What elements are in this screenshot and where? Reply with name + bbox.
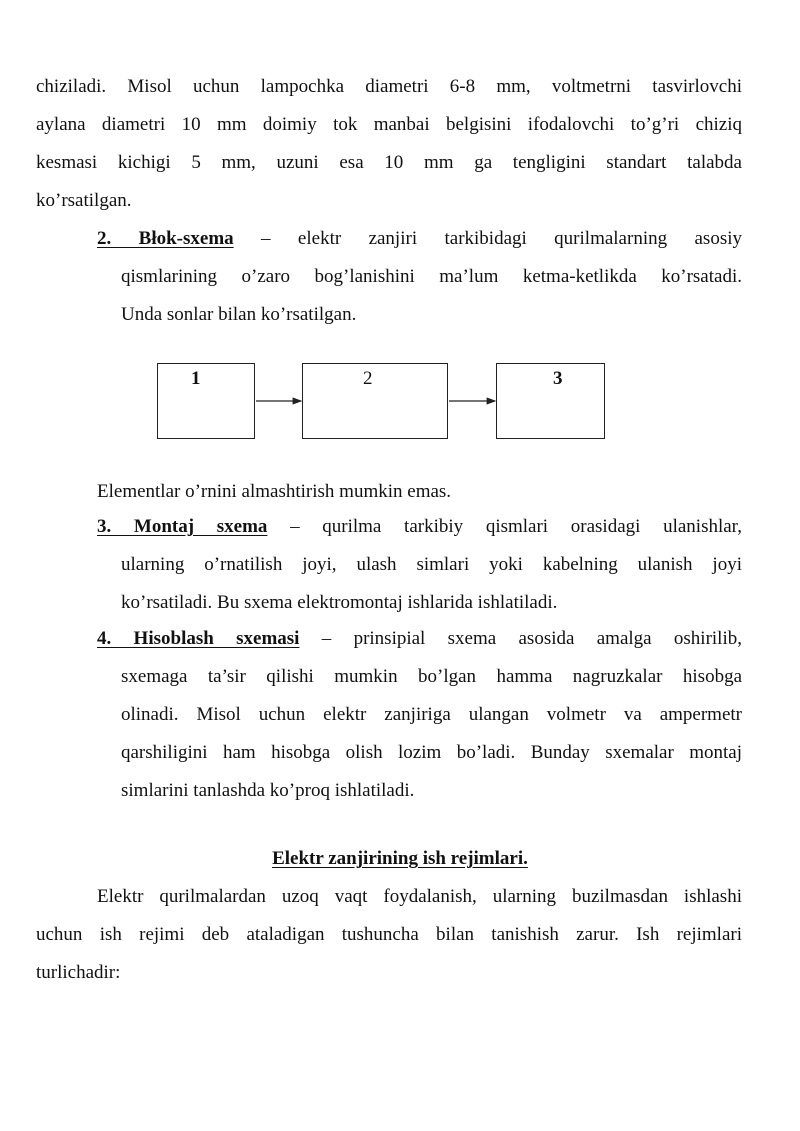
item4-line-4: qarshiligini ham hisobga olish lozim bo’ladi. Bunday sxemalar montaj [121, 742, 742, 763]
block-2-label: 2 [363, 368, 373, 389]
item4-line-5: simlarini tanlashda ko’proq ishlatiladi. [121, 780, 415, 801]
item3-line-2: ularning o’rnatilish joyi, ulash simlari yoki kabelning ulanish joyi [121, 554, 742, 575]
section-title: Elektr zanjirining ish rejimlari. [272, 848, 528, 869]
item3-line-1-rest: – qurilma tarkibiy qismlari orasidagi ulanishlar, [267, 516, 742, 537]
item4-term: 4. Hisoblash sxemasi [97, 628, 300, 649]
item2-line-3: Unda sonlar bilan ko’rsatilgan. [121, 304, 357, 325]
section-line-3: turlichadir: [36, 962, 121, 983]
section-line-1: Elektr qurilmalardan uzoq vaqt foydalanish, ularning buzilmasdan ishlashi [97, 886, 742, 907]
intro-line-1: chiziladi. Misol uchun lampochka diametri 6-8 mm, voltmetrni tasvirlovchi [36, 76, 742, 97]
item2-line-2: qismlarining o’zaro bog’lanishini ma’lum ketma-ketlikda ko’rsatadi. [121, 266, 742, 287]
block-1-label: 1 [191, 368, 201, 389]
intro-line-4: ko’rsatilgan. [36, 190, 132, 211]
item4-line-3: olinadi. Misol uchun elektr zanjiriga ulangan volmetr va ampermetr [121, 704, 742, 725]
item2-line-1-rest: – elektr zanjiri tarkibidagi qurilmalarning asosiy [233, 228, 742, 249]
item2-term: 2. Błok-sxema [97, 228, 234, 249]
item4-line-1-rest: – prinsipial sxema asosida amalga oshirilib, [299, 628, 742, 649]
item4-line-2: sxemaga ta’sir qilishi mumkin bo’lgan hamma nagruzkalar hisobga [121, 666, 742, 687]
item3-term: 3. Montaj sxema [97, 516, 268, 537]
intro-line-2: aylana diametri 10 mm doimiy tok manbai belgisini ifodalovchi to’g’ri chiziq [36, 114, 742, 135]
item3-line-1 [97, 516, 742, 538]
block-3-label: 3 [553, 368, 563, 389]
intro-line-3: kesmasi kichigi 5 mm, uzuni esa 10 mm ga tengligini standart talabda [36, 152, 742, 173]
note-line: Elementlar o’rnini almashtirish mumkin emas. [97, 481, 452, 502]
item4-line-1 [97, 628, 742, 650]
section-line-2: uchun ish rejimi deb ataladigan tushuncha bilan tanishish zarur. Ish rejimlari [36, 924, 742, 945]
item3-line-3: ko’rsatiladi. Bu sxema elektromontaj ishlarida ishlatiladi. [121, 592, 558, 613]
